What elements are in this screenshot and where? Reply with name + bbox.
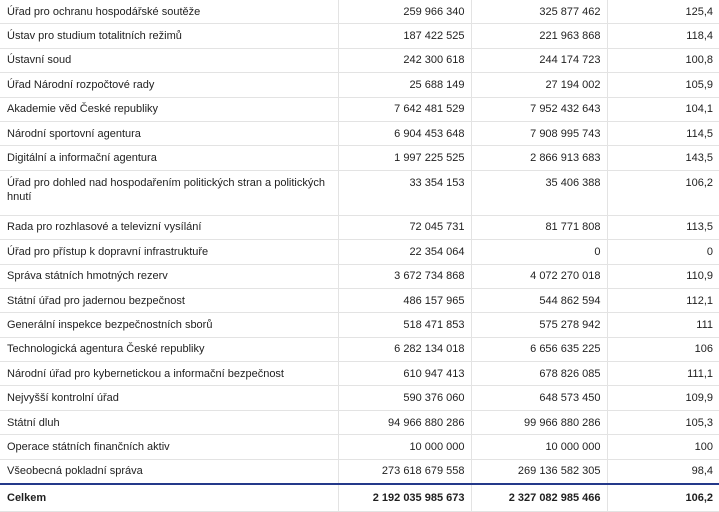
table-row [0,362,719,386]
value-b: 7 908 995 743 [471,121,607,145]
table-row [0,435,719,459]
value-a: 72 045 731 [338,215,471,239]
total-value-a: 2 192 035 985 673 [338,484,471,512]
row-label: Všeobecná pokladní správa [0,459,338,484]
table-row [0,459,719,484]
value-a: 6 282 134 018 [338,337,471,361]
table-row [0,240,719,264]
value-b: 325 877 462 [471,0,607,24]
table-row [0,313,719,337]
value-a: 7 642 481 529 [338,97,471,121]
value-b: 244 174 723 [471,48,607,72]
value-b: 269 136 582 305 [471,459,607,484]
value-index: 112,1 [607,288,719,312]
value-index: 113,5 [607,215,719,239]
row-label: Správa státních hmotných rezerv [0,264,338,288]
value-a: 25 688 149 [338,73,471,97]
value-a: 486 157 965 [338,288,471,312]
row-label: Státní dluh [0,410,338,434]
table-row [0,288,719,312]
value-b: 99 966 880 286 [471,410,607,434]
value-index: 100 [607,435,719,459]
value-index: 98,4 [607,459,719,484]
value-index: 114,5 [607,121,719,145]
row-label: Rada pro rozhlasové a televizní vysílání [0,215,338,239]
row-label: Úřad pro dohled nad hospodařením politických stran a politických hnutí [0,170,338,215]
value-index: 111 [607,313,719,337]
value-index: 125,4 [607,0,719,24]
row-label: Digitální a informační agentura [0,146,338,170]
row-label: Generální inspekce bezpečnostních sborů [0,313,338,337]
table-row [0,146,719,170]
value-a: 187 422 525 [338,24,471,48]
value-b: 10 000 000 [471,435,607,459]
value-a: 3 672 734 868 [338,264,471,288]
value-index: 104,1 [607,97,719,121]
total-row [0,484,719,512]
value-b: 2 866 913 683 [471,146,607,170]
table-row [0,410,719,434]
value-a: 33 354 153 [338,170,471,215]
table-row [0,0,719,24]
row-label: Státní úřad pro jadernou bezpečnost [0,288,338,312]
row-label: Národní úřad pro kybernetickou a informační bezpečnost [0,362,338,386]
value-a: 242 300 618 [338,48,471,72]
row-label: Technologická agentura České republiky [0,337,338,361]
row-label: Operace státních finančních aktiv [0,435,338,459]
table-row [0,170,719,215]
value-index: 105,3 [607,410,719,434]
table-row [0,121,719,145]
value-a: 590 376 060 [338,386,471,410]
total-value-index: 106,2 [607,484,719,512]
table-row [0,215,719,239]
table-row [0,24,719,48]
value-b: 575 278 942 [471,313,607,337]
value-b: 221 963 868 [471,24,607,48]
value-a: 94 966 880 286 [338,410,471,434]
value-index: 100,8 [607,48,719,72]
value-a: 259 966 340 [338,0,471,24]
table-row [0,264,719,288]
value-b: 7 952 432 643 [471,97,607,121]
value-index: 143,5 [607,146,719,170]
value-a: 6 904 453 648 [338,121,471,145]
value-a: 1 997 225 525 [338,146,471,170]
value-a: 22 354 064 [338,240,471,264]
row-label: Úřad Národní rozpočtové rady [0,73,338,97]
value-a: 273 618 679 558 [338,459,471,484]
value-b: 678 826 085 [471,362,607,386]
value-index: 118,4 [607,24,719,48]
value-index: 110,9 [607,264,719,288]
value-b: 81 771 808 [471,215,607,239]
row-label: Nejvyšší kontrolní úřad [0,386,338,410]
value-index: 111,1 [607,362,719,386]
value-b: 648 573 450 [471,386,607,410]
table-row [0,337,719,361]
value-index: 106 [607,337,719,361]
row-label: Ústav pro studium totalitních režimů [0,24,338,48]
row-label: Ústavní soud [0,48,338,72]
value-b: 27 194 002 [471,73,607,97]
value-a: 610 947 413 [338,362,471,386]
value-a: 10 000 000 [338,435,471,459]
table-row [0,73,719,97]
value-b: 4 072 270 018 [471,264,607,288]
table-row [0,386,719,410]
table-row [0,97,719,121]
value-index: 109,9 [607,386,719,410]
row-label: Úřad pro ochranu hospodářské soutěže [0,0,338,24]
total-label: Celkem [0,484,338,512]
value-b: 35 406 388 [471,170,607,215]
value-a: 518 471 853 [338,313,471,337]
value-index: 0 [607,240,719,264]
value-index: 106,2 [607,170,719,215]
row-label: Úřad pro přístup k dopravní infrastruktuře [0,240,338,264]
value-index: 105,9 [607,73,719,97]
row-label: Národní sportovní agentura [0,121,338,145]
value-b: 0 [471,240,607,264]
value-b: 6 656 635 225 [471,337,607,361]
row-label: Akademie věd České republiky [0,97,338,121]
table-row [0,48,719,72]
value-b: 544 862 594 [471,288,607,312]
total-value-b: 2 327 082 985 466 [471,484,607,512]
